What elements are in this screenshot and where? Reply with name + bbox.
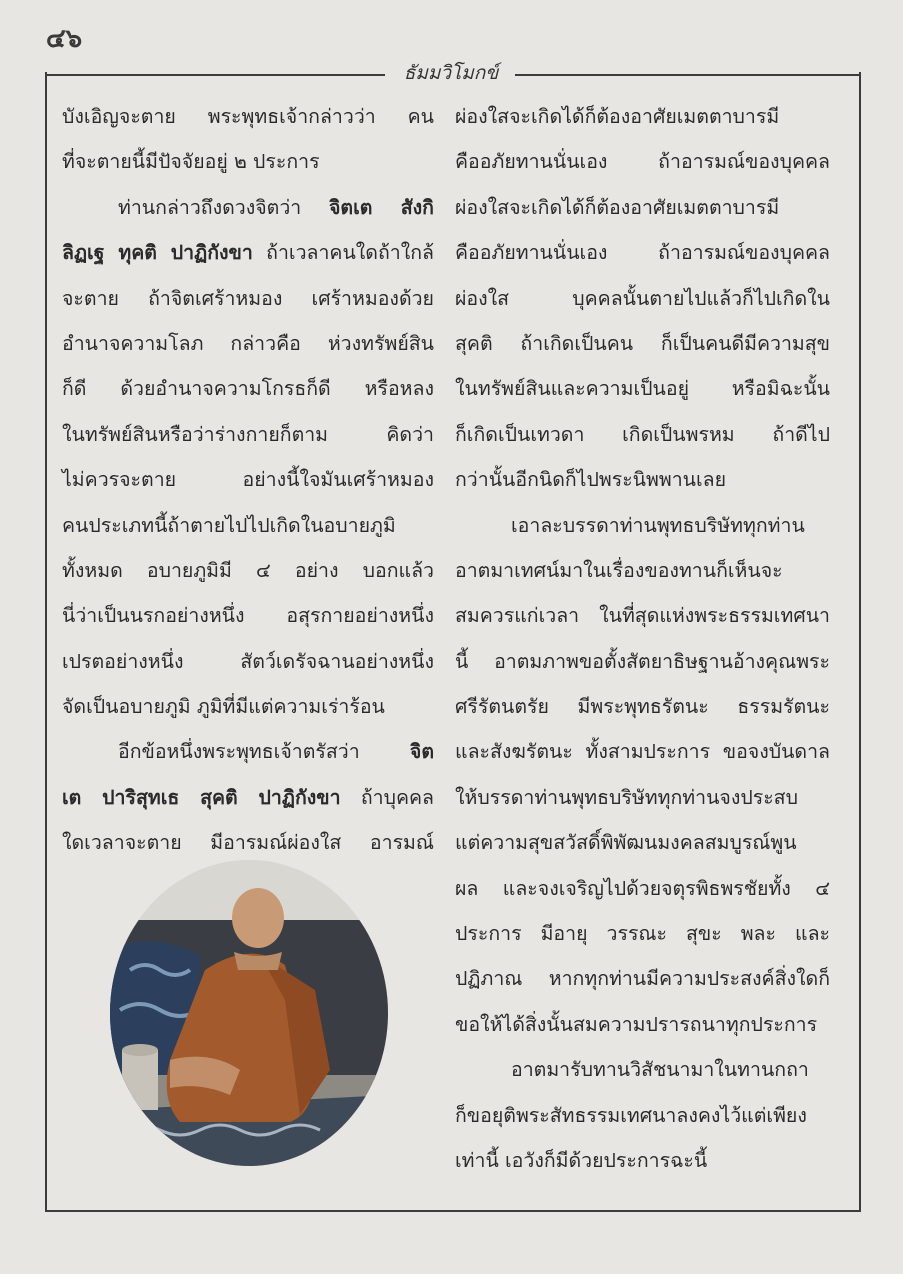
text-line	[62, 729, 434, 774]
text-line: ในทรัพย์สินและความเป็นอยู่ หรือมิฉะนั้น	[455, 377, 830, 401]
text-line: สุคติ ถ้าเกิดเป็นคน ก็เป็นคนดีมีความสุข	[455, 331, 830, 355]
text-line: ใดเวลาจะตาย มีอารมณ์ผ่องใส อารมณ์	[62, 831, 434, 855]
text-line: อาตมาเทศน์มาในเรื่องของทานก็เห็นจะ	[455, 558, 783, 582]
text-line: เท่านี้ เอวังก็มีด้วยประการฉะนี้	[455, 1148, 708, 1172]
text-line: ปฏิภาณ หากทุกท่านมีความประสงค์สิ่งใดก็	[455, 967, 830, 991]
page-number: ๔๖	[46, 24, 83, 54]
text-line: ที่จะตายนี้มีปัจจัยอยู่ ๒ ประการ	[62, 150, 320, 174]
text-line: ขอให้ได้สิ่งนั้นสมความปรารถนาทุกประการ	[455, 1012, 818, 1036]
text-line: ผ่องใส บุคคลนั้นตายไปแล้วก็ไปเกิดใน	[455, 286, 830, 310]
text-line: ผ่องใสจะเกิดได้ก็ต้องอาศัยเมตตาบารมี	[455, 105, 780, 128]
text-line: เปรตอย่างหนึ่ง สัตว์เดรัจฉานอย่างหนึ่ง	[62, 649, 434, 673]
pali-verse: จิต	[409, 740, 434, 764]
text-line: และสังฆรัตนะ ทั้งสามประการ ขอจงบันดาล	[455, 740, 830, 764]
text-line: บังเอิญจะตาย พระพุทธเจ้ากล่าวว่า คน	[62, 105, 434, 128]
text-line: เอาละบรรดาท่านพุทธบริษัททุกท่าน	[511, 513, 805, 537]
monk-seated-photo-icon	[110, 860, 388, 1166]
text-line: ผล และจงเจริญไปด้วยจตุรพิธพรชัยทั้ง ๔	[455, 876, 830, 900]
left-column	[62, 94, 434, 866]
right-column	[455, 94, 830, 1183]
text-line: ก็ดี ด้วยอำนาจความโกรธก็ดี หรือหลง	[62, 377, 434, 401]
text-line: ประการ มีอายุ วรรณะ สุขะ พละ และ	[455, 922, 830, 946]
running-head: ธัมมวิโมกข์	[403, 62, 499, 84]
text-line: สมควรแก่เวลา ในที่สุดแห่งพระธรรมเทศนา	[455, 604, 830, 628]
text-line: อาตมารับทานวิสัชนามาในทานกถา	[511, 1058, 809, 1082]
text-line: ทั้งหมด อบายภูมิมี ๔ อย่าง บอกแล้ว	[62, 558, 434, 582]
pali-verse: จิตเต สังกิ	[329, 195, 434, 219]
text-span: ถ้าเวลาคนใดถ้าใกล้	[252, 241, 435, 265]
text-line: ไม่ควรจะตาย อย่างนี้ใจมันเศร้าหมอง	[62, 468, 434, 492]
text-line: นี้ อาตมภาพขอตั้งสัตยาธิษฐานอ้างคุณพระ	[455, 649, 830, 673]
text-line: ให้บรรดาท่านพุทธบริษัททุกท่านจงประสบ	[455, 785, 798, 809]
text-line: คืออภัยทานนั่นเอง ถ้าอารมณ์ของบุคคล	[455, 241, 830, 265]
text-span: ถ้าบุคคล	[340, 785, 434, 809]
text-line: ผ่องใสจะเกิดได้ก็ต้องอาศัยเมตตาบารมี	[455, 195, 780, 219]
text-line: ก็เกิดเป็นเทวดา เกิดเป็นพรหม ถ้าดีไป	[455, 422, 830, 446]
monk-photo	[110, 860, 388, 1166]
text-span: อีกข้อหนึ่งพระพุทธเจ้าตรัสว่า	[118, 740, 410, 764]
pali-verse: เต ปาริสุทเธ สุคติ ปาฏิกังขา	[62, 785, 341, 809]
text-line: ศรีรัตนตรัย มีพระพุทธรัตนะ ธรรมรัตนะ	[455, 695, 830, 719]
text-line: คนประเภทนี้ถ้าตายไปไปเกิดในอบายภูมิ	[62, 513, 396, 537]
text-span: ท่านกล่าวถึงดวงจิตว่า	[118, 195, 329, 219]
text-line	[62, 185, 434, 230]
text-line: นี่ว่าเป็นนรกอย่างหนึ่ง อสุรกายอย่างหนึ่ง	[62, 604, 434, 628]
text-line: ก็ขอยุติพระสัทธรรมเทศนาลงคงไว้แต่เพียง	[455, 1103, 807, 1127]
text-line: แต่ความสุขสวัสดิ์พิพัฒนมงคลสมบูรณ์พูน	[455, 831, 797, 855]
text-line	[62, 775, 434, 820]
text-line	[62, 230, 434, 275]
text-line: จะตาย ถ้าจิตเศร้าหมอง เศร้าหมองด้วย	[62, 286, 434, 310]
text-line: คืออภัยทานนั่นเอง ถ้าอารมณ์ของบุคคล	[455, 150, 830, 174]
text-line: อำนาจความโลภ กล่าวคือ ห่วงทรัพย์สิน	[62, 331, 434, 355]
text-line: กว่านั้นอีกนิดก็ไปพระนิพพานเลย	[455, 468, 727, 492]
text-line: ในทรัพย์สินหรือว่าร่างกายก็ตาม คิดว่า	[62, 422, 434, 446]
pali-verse: ลิฏเฐ ทุคติ ปาฏิกังขา	[62, 241, 253, 265]
text-line: จัดเป็นอบายภูมิ ภูมิที่มีแต่ความเร่าร้อน	[62, 695, 385, 719]
